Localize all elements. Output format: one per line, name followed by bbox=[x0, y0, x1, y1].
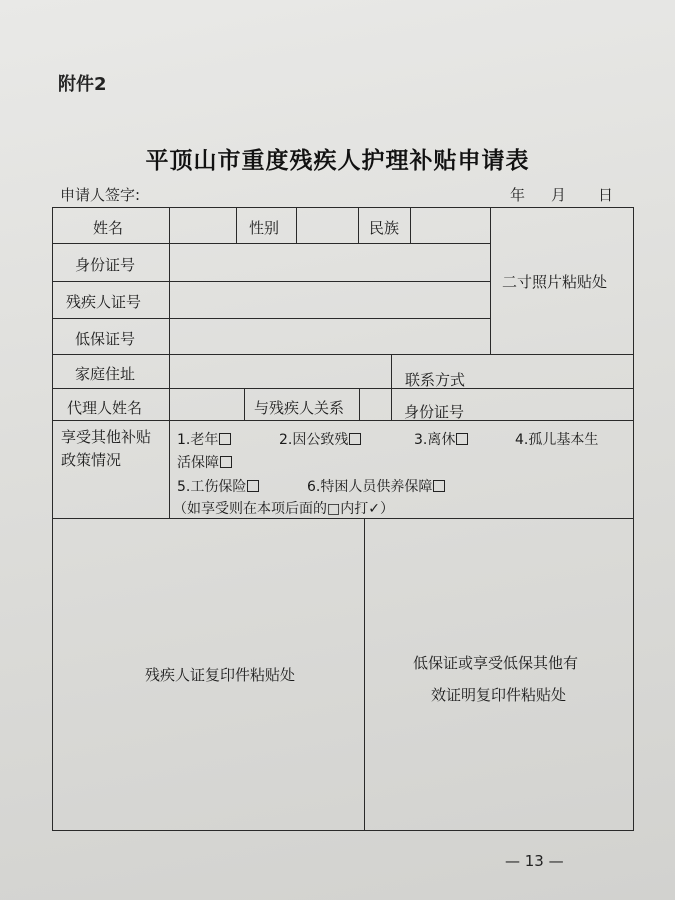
row-divider bbox=[53, 243, 490, 244]
option-work-disability-text: 2.因公致残 bbox=[279, 432, 349, 448]
option-retired bbox=[414, 429, 468, 449]
photo-column-divider bbox=[490, 208, 491, 354]
column-divider bbox=[244, 388, 245, 420]
row-divider bbox=[53, 318, 490, 319]
date-year-label: 年 bbox=[510, 186, 526, 204]
checkbox-elderly[interactable] bbox=[219, 433, 231, 445]
disability-copy-placeholder: 残疾人证复印件粘贴处 bbox=[145, 666, 296, 684]
option-special-hardship-text: 6.特困人员供养保障 bbox=[307, 479, 433, 495]
low-income-copy-placeholder-cont: 效证明复印件粘贴处 bbox=[431, 686, 567, 704]
date-month-label: 月 bbox=[551, 186, 567, 204]
date-day-label: 日 bbox=[598, 186, 614, 204]
low-income-cert-label: 低保证号 bbox=[75, 330, 136, 348]
checkbox-work-disability[interactable] bbox=[349, 433, 361, 445]
name-label: 姓名 bbox=[93, 219, 124, 237]
option-work-injury-text: 5.工伤保险 bbox=[177, 479, 247, 495]
column-divider bbox=[391, 354, 392, 420]
id-card-label: 身份证号 bbox=[75, 256, 136, 274]
form-title: 平顶山市重度残疾人护理补贴申请表 bbox=[145, 147, 530, 174]
agent-name-label: 代理人姓名 bbox=[67, 399, 143, 417]
option-note: （如享受则在本项后面的□内打✓） bbox=[173, 501, 394, 517]
column-divider bbox=[364, 518, 365, 830]
address-label: 家庭住址 bbox=[75, 365, 136, 383]
checkbox-work-injury[interactable] bbox=[247, 480, 259, 492]
option-work-disability bbox=[279, 429, 361, 449]
row-divider bbox=[53, 281, 490, 282]
option-special-hardship bbox=[307, 476, 445, 496]
checkbox-orphan[interactable] bbox=[220, 456, 232, 468]
gender-label: 性别 bbox=[249, 219, 280, 237]
option-orphan-cont-text: 活保障 bbox=[177, 455, 219, 471]
agent-id-label: 身份证号 bbox=[404, 403, 465, 421]
column-divider bbox=[236, 208, 237, 243]
column-divider bbox=[358, 208, 359, 243]
option-orphan: 4.孤儿基本生 bbox=[515, 432, 599, 448]
application-form-table bbox=[52, 207, 634, 831]
column-divider bbox=[410, 208, 411, 243]
row-divider bbox=[53, 420, 633, 421]
other-subsidy-label: 享受其他补贴 bbox=[61, 428, 152, 446]
relation-label: 与残疾人关系 bbox=[254, 399, 345, 417]
contact-label: 联系方式 bbox=[405, 371, 466, 389]
disability-cert-label: 残疾人证号 bbox=[66, 293, 142, 311]
other-subsidy-label-cont: 政策情况 bbox=[61, 451, 122, 469]
page-number: — 13 — bbox=[505, 852, 564, 870]
low-income-copy-placeholder: 低保证或享受低保其他有 bbox=[413, 654, 579, 672]
column-divider bbox=[169, 208, 170, 518]
option-retired-text: 3.离休 bbox=[414, 432, 456, 448]
option-orphan-cont bbox=[177, 452, 232, 472]
option-elderly bbox=[177, 429, 231, 449]
row-divider bbox=[53, 518, 633, 519]
applicant-signature-label: 申请人签字: bbox=[60, 186, 141, 204]
column-divider bbox=[359, 388, 360, 420]
checkbox-special-hardship[interactable] bbox=[433, 480, 445, 492]
option-work-injury bbox=[177, 476, 259, 496]
photo-placeholder-label: 二寸照片粘贴处 bbox=[502, 273, 608, 291]
row-divider bbox=[53, 354, 633, 355]
checkbox-retired[interactable] bbox=[456, 433, 468, 445]
option-elderly-text: 1.老年 bbox=[177, 432, 219, 448]
column-divider bbox=[296, 208, 297, 243]
row-divider bbox=[53, 388, 633, 389]
attachment-label: 附件2 bbox=[58, 74, 107, 95]
ethnicity-label: 民族 bbox=[369, 219, 400, 237]
